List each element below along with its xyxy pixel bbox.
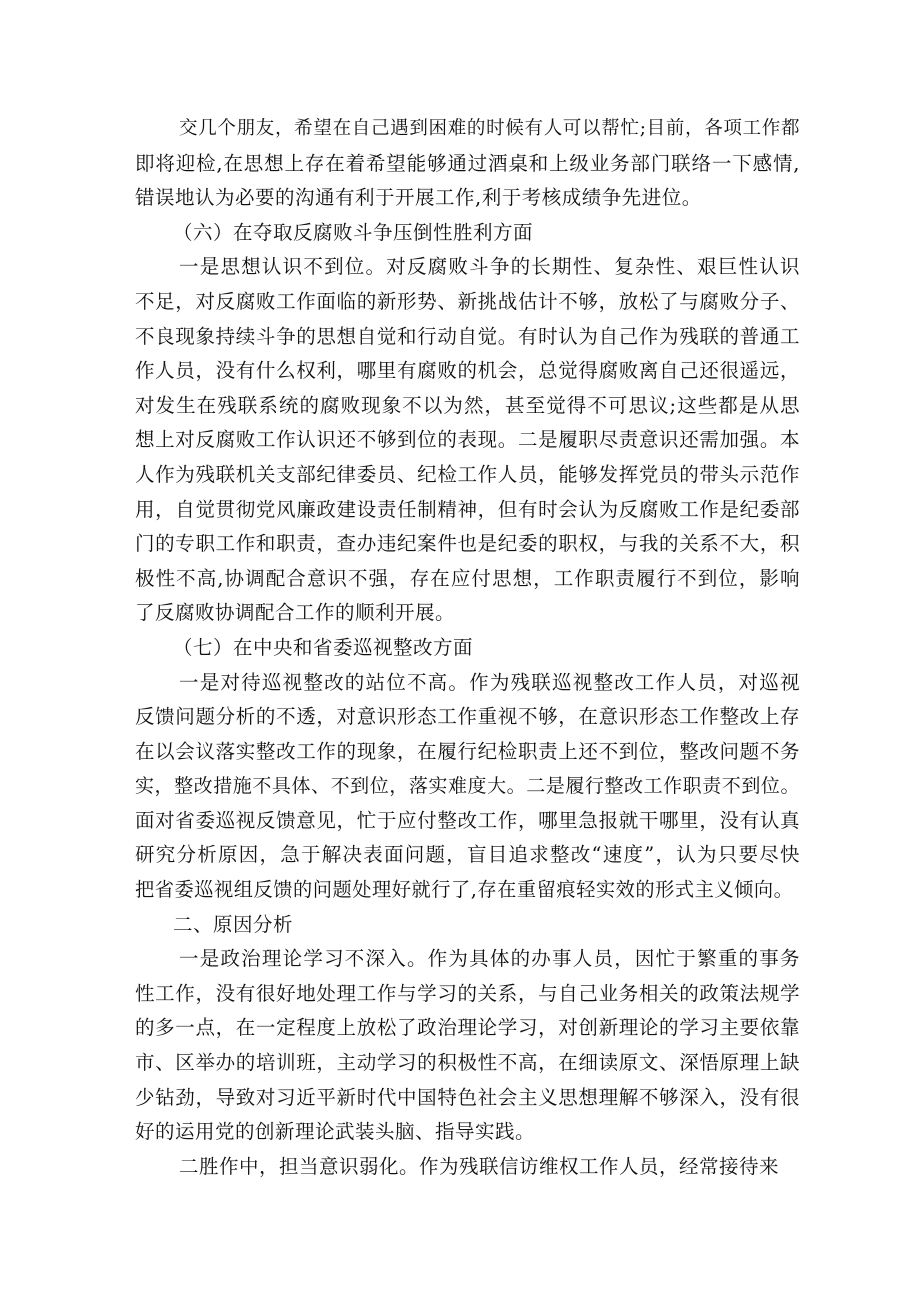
text-line: 实，整改措施不具体、不到位，落实难度大。二是履行整改工作职责不到位。	[135, 775, 800, 798]
text-line: 反馈问题分析的不透，对意识形态工作重视不够，在意识形态工作整改上存	[135, 705, 800, 729]
text-line: 面对省委巡视反馈意见，忙于应付整改工作，哪里急报就干哪里，没有认真	[135, 808, 800, 832]
section-heading	[135, 908, 800, 943]
text-line: 对发生在残联系统的腐败现象不以为然，甚至觉得不可思议;这些都是从思	[135, 393, 800, 417]
text-line: 二胜作中，担当意识弱化。作为残联信访维权工作人员，经常接待来	[179, 1154, 780, 1178]
text-line: 一是政治理论学习不深入。作为具体的办事人员，因忙于繁重的事务	[179, 947, 800, 971]
text-line: （七）在中央和省委巡视整改方面	[173, 635, 474, 659]
text-line: 在以会议落实整改工作的现象，在履行纪检职责上还不到位，整改问题不务	[135, 739, 800, 763]
text-line: 极性不高,协调配合意识不强，存在应付思想，工作职责履行不到位，影响	[135, 566, 800, 590]
paragraph	[135, 666, 800, 908]
text-line: 不足，对反腐败工作面临的新形势、新挑战估计不够，放松了与腐败分子、	[135, 289, 800, 313]
text-line: 不良现象持续斗争的思想自觉和行动自觉。有时认为自己作为残联的普通工	[135, 324, 800, 348]
text-line: 错误地认为必要的沟通有利于开展工作,利于考核成绩争先进位。	[135, 186, 702, 210]
text-line: 市、区举办的培训班，主动学习的积极性不高，在细读原文、深悟原理上缺	[135, 1051, 800, 1075]
text-line: 交几个朋友，希望在自己遇到困难的时候有人可以帮忙;目前，各项工作都	[179, 118, 800, 139]
text-line: 少钻劲，导致对习近平新时代中国特色社会主义思想理解不够深入，没有很	[135, 1085, 800, 1109]
text-line: 一是对待巡视整改的站位不高。作为残联巡视整改工作人员，对巡视	[179, 670, 800, 694]
section-heading	[135, 631, 800, 666]
text-line: 一是思想认识不到位。对反腐败斗争的长期性、复杂性、艰巨性认识	[179, 255, 800, 279]
text-line: 好的运用党的创新理论武装头脑、指导实践。	[135, 1120, 536, 1144]
text-line: 二、原因分析	[173, 912, 294, 936]
section-heading	[135, 216, 800, 251]
text-line: 门的专职工作和职责，查办违纪案件也是纪委的职权，与我的关系不大，积	[135, 532, 800, 556]
paragraph	[135, 1150, 800, 1185]
paragraph	[135, 250, 800, 631]
text-line: （六）在夺取反腐败斗争压倒性胜利方面	[173, 220, 534, 244]
paragraph	[135, 112, 800, 216]
text-line: 想上对反腐败工作认识还不够到位的表现。二是履职尽责意识还需加强。本	[135, 428, 800, 452]
text-line: 用，自觉贯彻党风廉政建设责任制精神，但有时会认为反腐败工作是纪委部	[135, 497, 800, 521]
paragraph	[135, 942, 800, 1150]
text-line: 人作为残联机关支部纪律委员、纪检工作人员，能够发挥党员的带头示范作	[135, 462, 800, 486]
text-line: 把省委巡视组反馈的问题处理好就行了,存在重留痕轻实效的形式主义倾向。	[135, 878, 794, 902]
text-line: 即将迎检,在思想上存在着希望能够通过酒桌和上级业务部门联络一下感情,	[135, 151, 800, 175]
text-line: 研究分析原因，急于解决表面问题，盲目追求整改“速度”，认为只要尽快	[135, 843, 800, 867]
text-line: 性工作，没有很好地处理工作与学习的关系，与自己业务相关的政策法规学	[135, 981, 800, 1005]
text-line: 的多一点，在一定程度上放松了政治理论学习，对创新理论的学习主要依靠	[135, 1016, 800, 1040]
text-line: 作人员，没有什么权利，哪里有腐败的机会，总觉得腐败离自己还很遥远，	[135, 359, 800, 383]
text-line: 了反腐败协调配合工作的顺利开展。	[135, 601, 456, 625]
document-body	[135, 112, 800, 1184]
